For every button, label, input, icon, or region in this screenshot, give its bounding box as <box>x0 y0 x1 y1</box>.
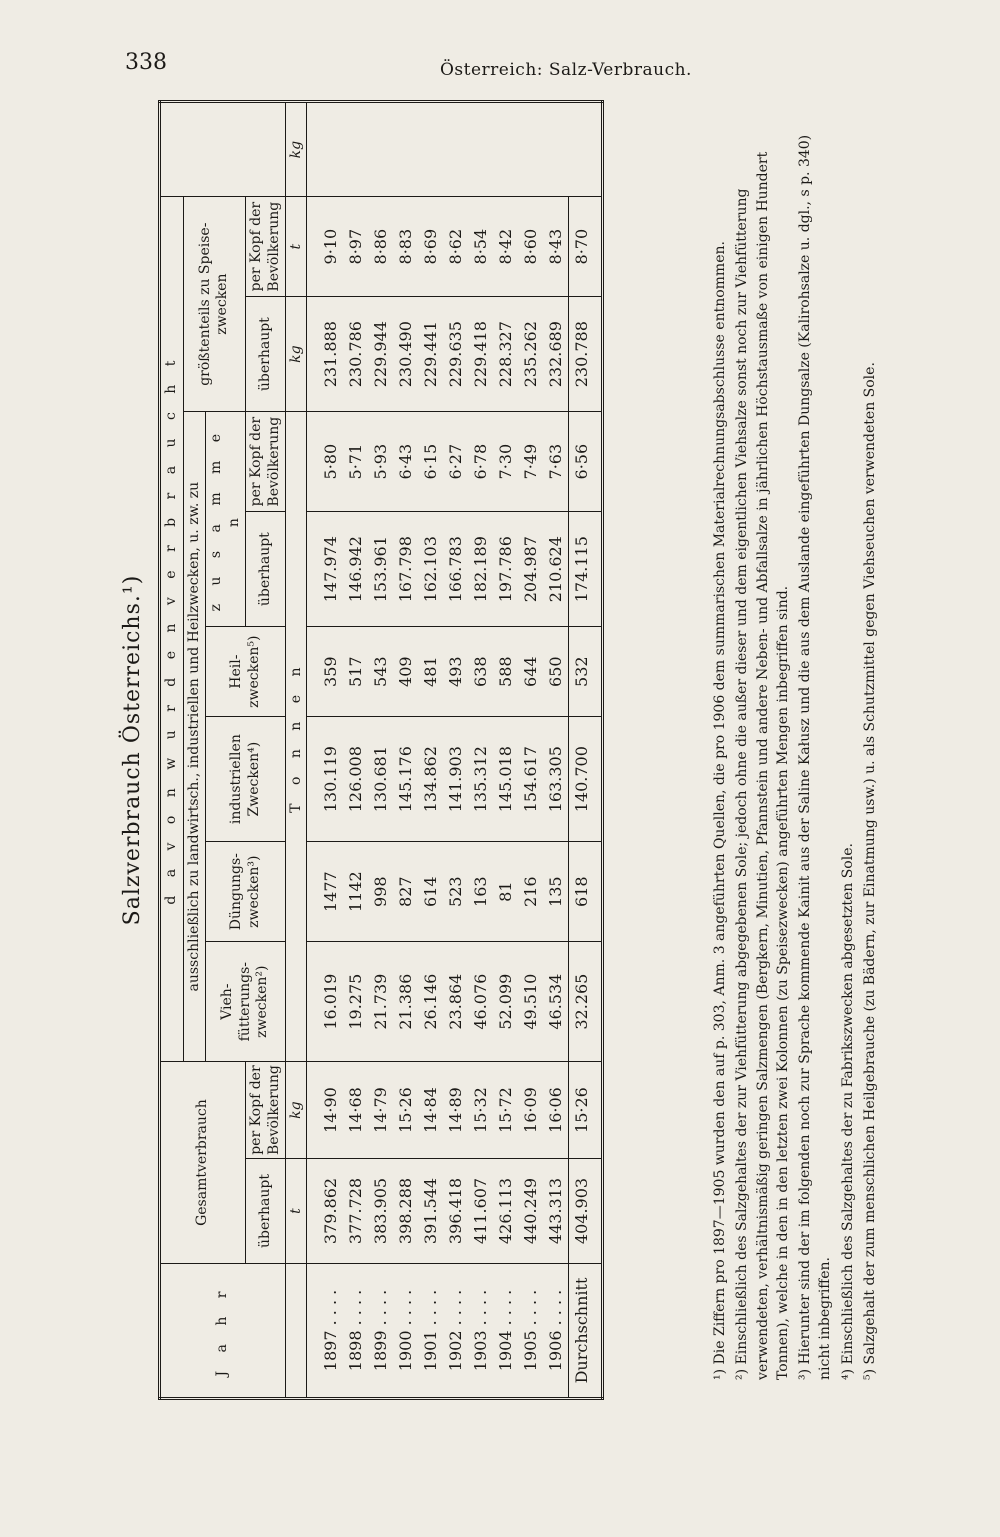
table-row <box>418 102 443 1399</box>
cell-total-pc: 15·32 <box>468 1062 493 1159</box>
cell-year: 1901 . . . . <box>418 1264 443 1399</box>
cell-food-pc: 8·42 <box>493 197 518 297</box>
footnote: ²) Einschließlich des Salzgehaltes der zur Viehfütterung abgegebenen Sole; jedoch ohne die außer dieser und dem eigentlichen Viehsalze sonst noch zur Viehfütterung verwendeten, verhältnismäßig geringen Salzmengen (Bergkern, Minutien, Pfannstein und andere Neben- und Abfallsalze in jährlichen Höchstausmaße von einigen Hundert Tonnen), welche in den in den letzten zwei Kolonnen (zu Speisezwecken) angeführten Mengen inbegriffen sind. <box>734 151 791 1380</box>
cell-dung: 827 <box>393 842 418 942</box>
cell-dung: 523 <box>443 842 468 942</box>
header-exclusive: ausschließlich zu landwirtsch., industriellen und Heilzwecken, u. zw. zu <box>183 412 206 1062</box>
cell-vieh: 19.275 <box>343 942 368 1062</box>
cell-total: 398.288 <box>393 1159 418 1264</box>
cell-total: 383.905 <box>368 1159 393 1264</box>
cell-total: 440.249 <box>518 1159 543 1264</box>
cell-dung: 1142 <box>343 842 368 942</box>
cell-food: 235.262 <box>518 297 543 412</box>
cell-total-pc: 15·26 <box>393 1062 418 1159</box>
table-row <box>443 102 468 1399</box>
cell-total-pc: 15·26 <box>569 1062 603 1159</box>
header-year: J a h r <box>160 1264 286 1399</box>
cell-vieh: 21.739 <box>368 942 393 1062</box>
unit-tonnen: T o n n e n <box>286 412 307 1062</box>
cell-zus-pc: 6·15 <box>418 412 443 512</box>
cell-food: 230.786 <box>343 297 368 412</box>
salt-consumption-table <box>158 100 604 1400</box>
cell-food-pc: 8·97 <box>343 197 368 297</box>
cell-total-pc: 16·06 <box>543 1062 569 1159</box>
header-food-abs: überhaupt <box>246 297 286 412</box>
cell-dung: 81 <box>493 842 518 942</box>
cell-year: 1898 . . . . <box>343 1264 368 1399</box>
cell-year: 1902 . . . . <box>443 1264 468 1399</box>
unit-t: t <box>286 197 307 297</box>
cell-ind: 134.862 <box>418 717 443 842</box>
table-row <box>393 102 418 1399</box>
footnotes <box>710 120 882 1380</box>
cell-total: 411.607 <box>468 1159 493 1264</box>
table-row <box>493 102 518 1399</box>
cell-vieh: 46.076 <box>468 942 493 1062</box>
cell-heil: 359 <box>307 627 344 717</box>
header-total-abs: überhaupt <box>246 1159 286 1264</box>
cell-ind: 130.681 <box>368 717 393 842</box>
cell-food: 229.418 <box>468 297 493 412</box>
cell-food-pc: 8·86 <box>368 197 393 297</box>
cell-vieh: 52.099 <box>493 942 518 1062</box>
cell-zus-pc: 6·78 <box>468 412 493 512</box>
cell-zus: 146.942 <box>343 512 368 627</box>
cell-heil: 517 <box>343 627 368 717</box>
cell-zus: 204.987 <box>518 512 543 627</box>
cell-total: 377.728 <box>343 1159 368 1264</box>
cell-heil: 543 <box>368 627 393 717</box>
cell-heil: 409 <box>393 627 418 717</box>
table-row <box>518 102 543 1399</box>
header-food-pc: per Kopf der Bevölkerung <box>246 197 286 297</box>
cell-total: 391.544 <box>418 1159 443 1264</box>
cell-total-pc: 14·68 <box>343 1062 368 1159</box>
cell-zus-pc: 6·27 <box>443 412 468 512</box>
cell-vieh: 16.019 <box>307 942 344 1062</box>
cell-dung: 163 <box>468 842 493 942</box>
cell-zus: 210.624 <box>543 512 569 627</box>
cell-food-pc: 9·10 <box>307 197 344 297</box>
cell-zus-pc: 7·49 <box>518 412 543 512</box>
average-row <box>569 102 603 1399</box>
cell-year: 1897 . . . . <box>307 1264 344 1399</box>
table-row <box>543 102 569 1399</box>
cell-vieh: 49.510 <box>518 942 543 1062</box>
cell-ind: 126.008 <box>343 717 368 842</box>
cell-dung: 618 <box>569 842 603 942</box>
cell-vieh: 21.386 <box>393 942 418 1062</box>
cell-food: 229.441 <box>418 297 443 412</box>
header-total: Gesamtverbrauch <box>160 1062 246 1264</box>
cell-year: 1903 . . . . <box>468 1264 493 1399</box>
cell-ind: 145.176 <box>393 717 418 842</box>
cell-total-pc: 14·89 <box>443 1062 468 1159</box>
header-total-pc: per Kopf der Bevölkerung <box>246 1062 286 1159</box>
cell-total: 426.113 <box>493 1159 518 1264</box>
cell-food: 231.888 <box>307 297 344 412</box>
cell-zus: 174.115 <box>569 512 603 627</box>
cell-food-pc: 8·62 <box>443 197 468 297</box>
table-row <box>368 102 393 1399</box>
header-zus-pc: per Kopf der Bevölkerung <box>246 412 286 512</box>
cell-heil: 588 <box>493 627 518 717</box>
cell-dung: 998 <box>368 842 393 942</box>
table-row <box>468 102 493 1399</box>
cell-total: 443.313 <box>543 1159 569 1264</box>
cell-zus-pc: 7·63 <box>543 412 569 512</box>
cell-total-pc: 15·72 <box>493 1062 518 1159</box>
cell-heil: 644 <box>518 627 543 717</box>
cell-year: 1905 . . . . <box>518 1264 543 1399</box>
cell-zus: 197.786 <box>493 512 518 627</box>
cell-food-pc: 8·69 <box>418 197 443 297</box>
unit-year <box>286 1264 307 1399</box>
cell-ind: 130.119 <box>307 717 344 842</box>
cell-ind: 141.903 <box>443 717 468 842</box>
header-food: größtenteils zu Speise-zwecken <box>183 197 246 412</box>
table-row <box>343 102 368 1399</box>
cell-zus: 147.974 <box>307 512 344 627</box>
cell-total-pc: 14·90 <box>307 1062 344 1159</box>
cell-total-pc: 14·79 <box>368 1062 393 1159</box>
cell-vieh: 32.265 <box>569 942 603 1062</box>
unit-kg: kg <box>286 1062 307 1159</box>
cell-food-pc: 8·54 <box>468 197 493 297</box>
cell-food: 229.944 <box>368 297 393 412</box>
cell-year: 1899 . . . . <box>368 1264 393 1399</box>
cell-zus: 162.103 <box>418 512 443 627</box>
unit-t: t <box>286 1159 307 1264</box>
cell-food: 229.635 <box>443 297 468 412</box>
cell-dung: 1477 <box>307 842 344 942</box>
cell-zus-pc: 7·30 <box>493 412 518 512</box>
cell-zus-pc: 6·43 <box>393 412 418 512</box>
header-zus-abs: überhaupt <box>246 512 286 627</box>
header-dung: Düngungs-zwecken³) <box>206 842 286 942</box>
cell-food: 230.788 <box>569 297 603 412</box>
cell-total: 404.903 <box>569 1159 603 1264</box>
cell-zus: 166.783 <box>443 512 468 627</box>
page-number: 338 <box>125 50 167 75</box>
table-row <box>307 102 344 1399</box>
cell-heil: 650 <box>543 627 569 717</box>
header-davon: d a v o n w u r d e n v e r b r a u c h t <box>160 197 184 1062</box>
cell-heil: 532 <box>569 627 603 717</box>
unit-kg: kg <box>286 102 307 197</box>
cell-vieh: 23.864 <box>443 942 468 1062</box>
cell-ind: 140.700 <box>569 717 603 842</box>
cell-ind: 145.018 <box>493 717 518 842</box>
cell-year: 1904 . . . . <box>493 1264 518 1399</box>
cell-ind: 163.305 <box>543 717 569 842</box>
cell-year: 1906 . . . . <box>543 1264 569 1399</box>
footnote: ¹) Die Ziffern pro 1897—1905 wurden den auf p. 303, Anm. 3 angeführten Quellen, die pro 1906 dem summarischen Materialrechnungsabschlusse entnommen. <box>712 241 728 1380</box>
cell-food-pc: 8·70 <box>569 197 603 297</box>
cell-ind: 135.312 <box>468 717 493 842</box>
cell-heil: 638 <box>468 627 493 717</box>
cell-year: Durchschnitt <box>569 1264 603 1399</box>
rotated-table-block <box>120 100 920 1400</box>
cell-food-pc: 8·60 <box>518 197 543 297</box>
footnote: ³) Hierunter sind der im folgenden noch zur Sprache kommende Kainit aus der Saline Kałusz und die aus dem Auslande eingeführten Dungsalze (Kalirohsalze u. dgl., s p. 340) nicht inbegriffen. <box>797 134 834 1380</box>
cell-food: 230.490 <box>393 297 418 412</box>
header-zusammen: z u s a m m e n <box>206 412 246 627</box>
cell-zus-pc: 5·80 <box>307 412 344 512</box>
table-title: Salzverbrauch Österreichs.¹) <box>120 574 145 926</box>
cell-total: 379.862 <box>307 1159 344 1264</box>
cell-vieh: 46.534 <box>543 942 569 1062</box>
cell-zus: 182.189 <box>468 512 493 627</box>
cell-food: 232.689 <box>543 297 569 412</box>
cell-dung: 135 <box>543 842 569 942</box>
cell-zus-pc: 6·56 <box>569 412 603 512</box>
cell-ind: 154.617 <box>518 717 543 842</box>
unit-kg: kg <box>286 297 307 412</box>
cell-zus: 167.798 <box>393 512 418 627</box>
cell-dung: 614 <box>418 842 443 942</box>
cell-year: 1900 . . . . <box>393 1264 418 1399</box>
header-vieh: Vieh-fütterungs-zwecken²) <box>206 942 286 1062</box>
header-ind: industriellen Zwecken⁴) <box>206 717 286 842</box>
footnote: ⁵) Salzgehalt der zum menschlichen Heilgebrauche (zu Bädern, zur Einatmung usw.) u. als Schutzmittel gegen Viehseuchen verwendeten Sole. <box>862 362 879 1380</box>
cell-total-pc: 14·84 <box>418 1062 443 1159</box>
footnote: ⁴) Einschließlich des Salzgehaltes der zu Fabrikszwecken abgesetzten Sole. <box>839 843 856 1380</box>
cell-vieh: 26.146 <box>418 942 443 1062</box>
cell-heil: 493 <box>443 627 468 717</box>
cell-food-pc: 8·83 <box>393 197 418 297</box>
cell-food-pc: 8·43 <box>543 197 569 297</box>
cell-zus: 153.961 <box>368 512 393 627</box>
header-heil: Heil-zwecken⁵) <box>206 627 286 717</box>
cell-zus-pc: 5·71 <box>343 412 368 512</box>
cell-total-pc: 16·09 <box>518 1062 543 1159</box>
cell-food: 228.327 <box>493 297 518 412</box>
cell-zus-pc: 5·93 <box>368 412 393 512</box>
running-head: Österreich: Salz-Verbrauch. <box>440 60 692 80</box>
cell-total: 396.418 <box>443 1159 468 1264</box>
cell-dung: 216 <box>518 842 543 942</box>
cell-heil: 481 <box>418 627 443 717</box>
